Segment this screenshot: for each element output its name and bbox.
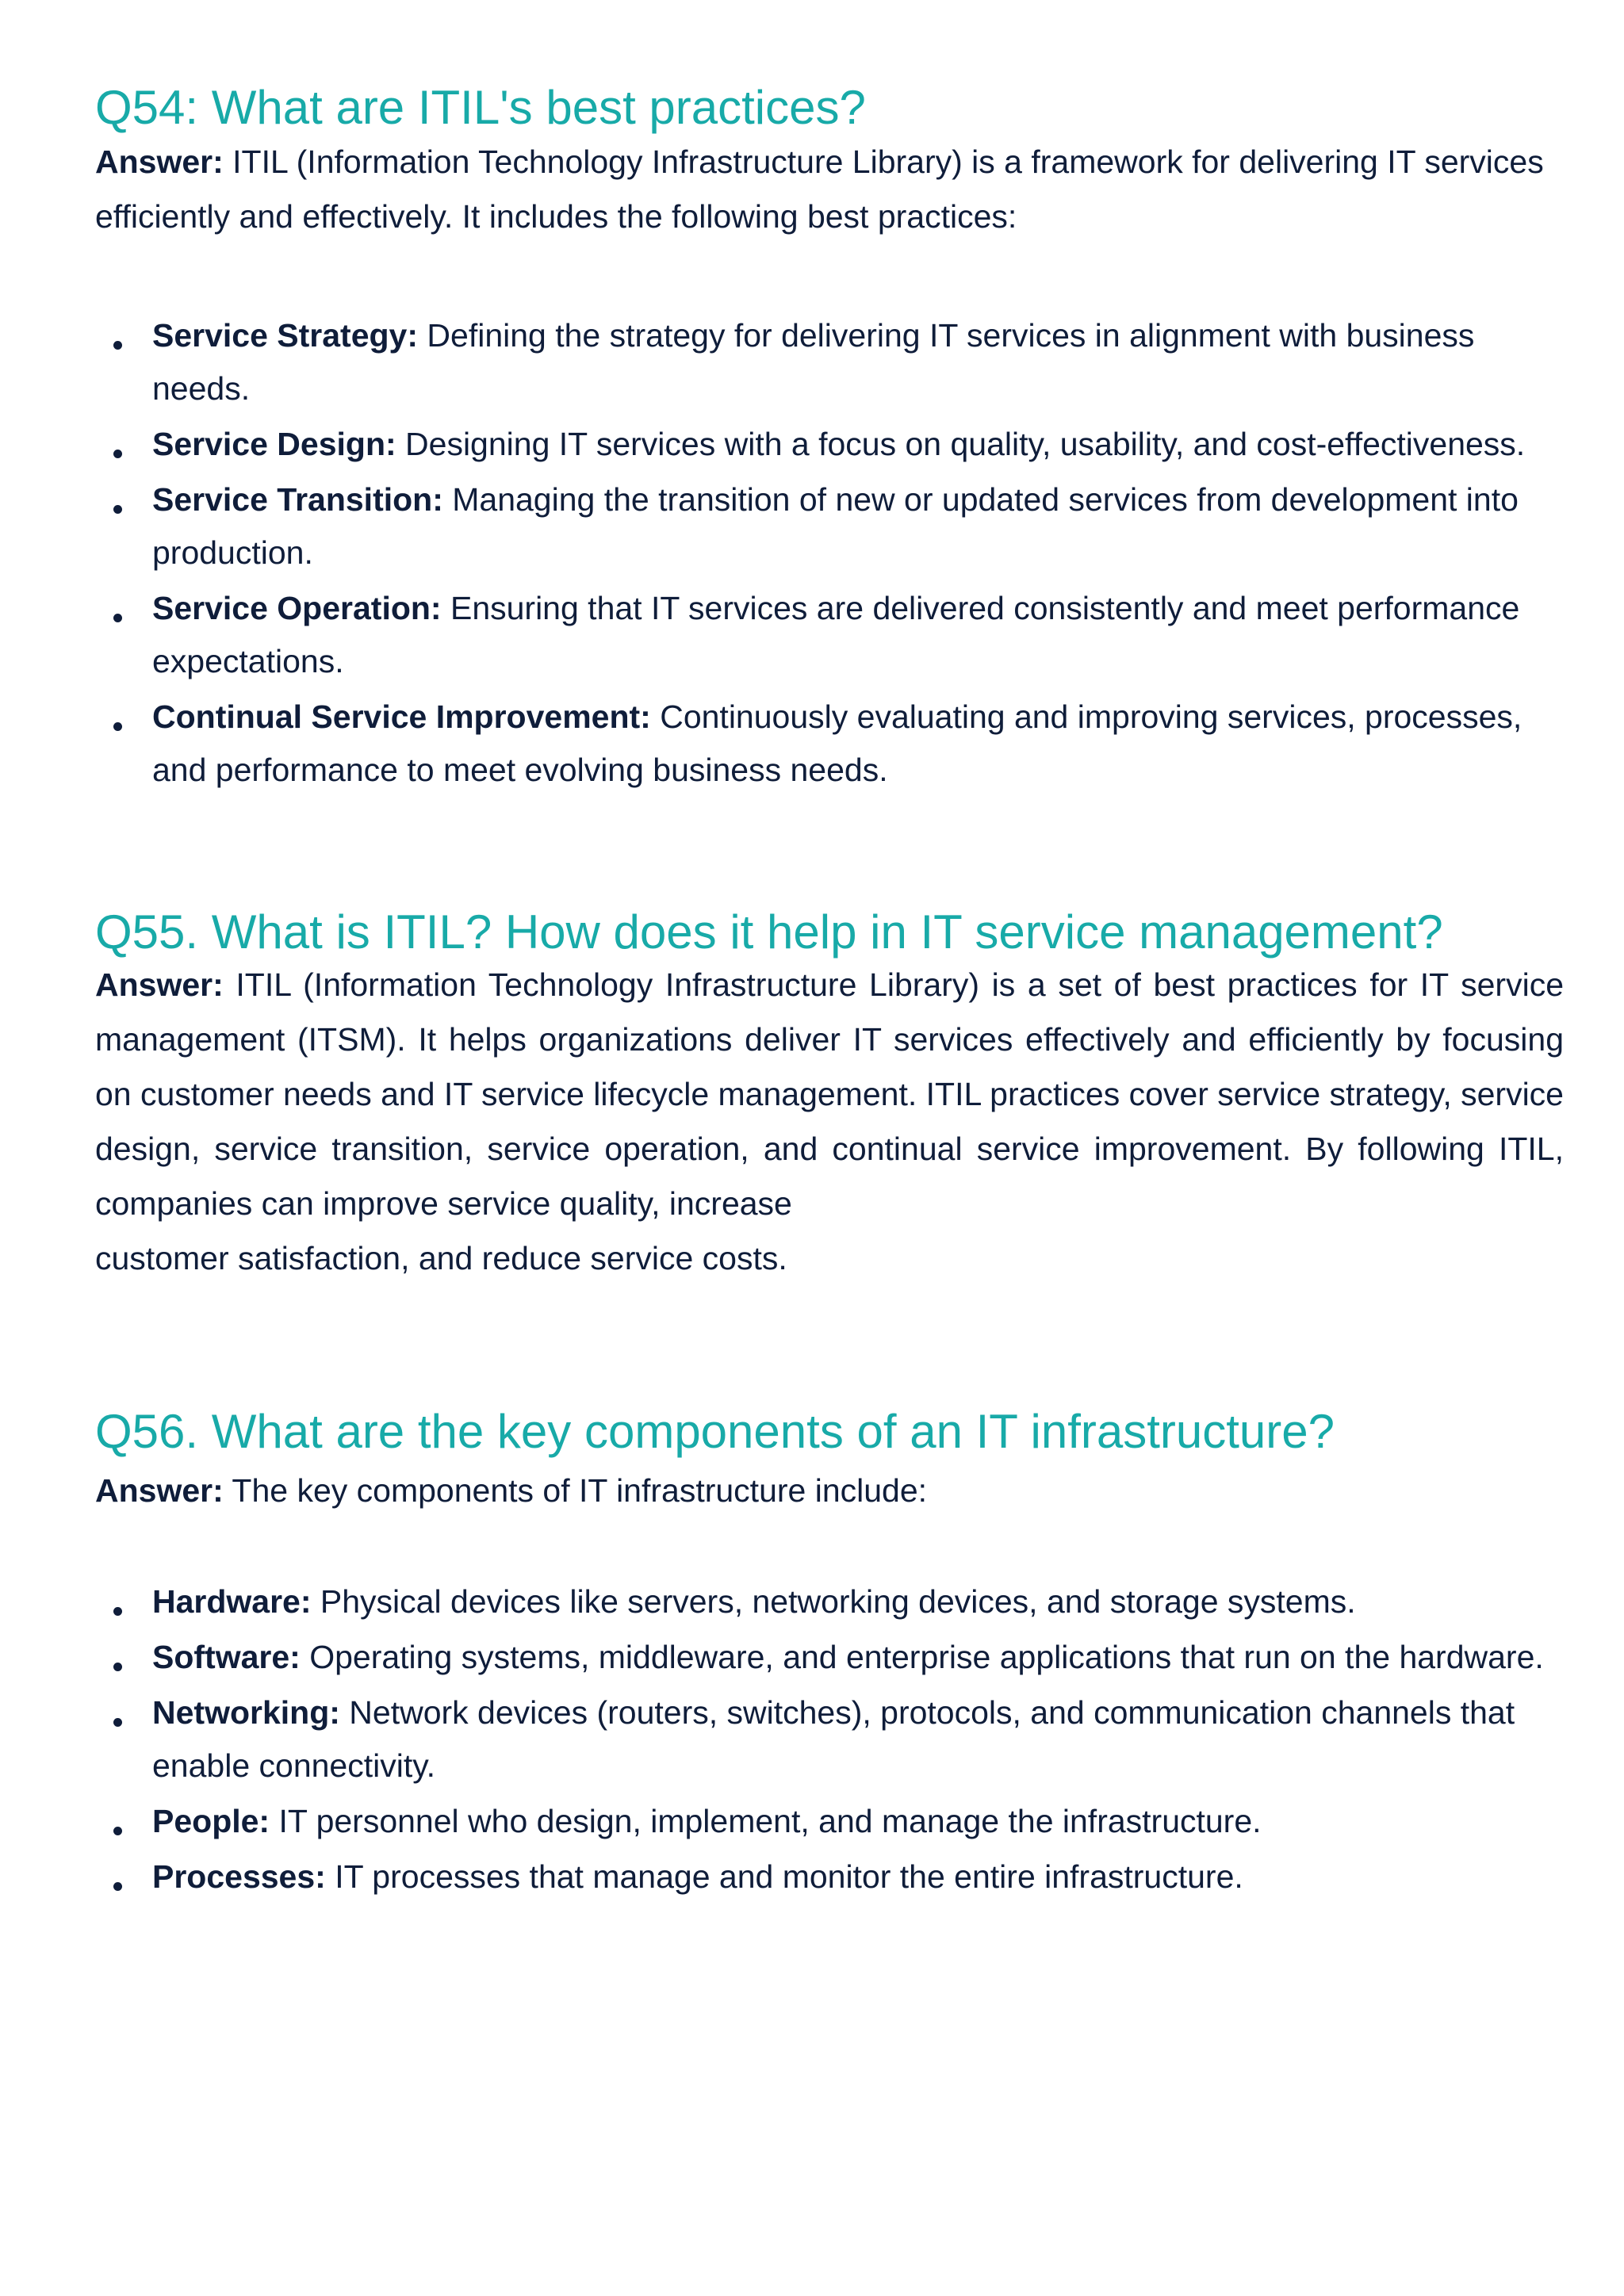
- question-55-answer-continued: customer satisfaction, and reduce service costs.: [95, 1240, 787, 1276]
- answer-label: Answer:: [95, 144, 224, 180]
- bullet-icon: [113, 1607, 122, 1616]
- question-56: [95, 1403, 1564, 1906]
- item-term: Service Operation:: [152, 590, 442, 626]
- item-term: Software:: [152, 1639, 301, 1675]
- list-item: [95, 1686, 1564, 1793]
- item-term: Hardware:: [152, 1583, 312, 1620]
- item-text: Defining the strategy for delivering IT services in alignment with business needs.: [152, 317, 1475, 407]
- item-text: Managing the transition of new or updated services from development into production.: [152, 481, 1519, 571]
- question-54-answer: [95, 135, 1564, 244]
- question-54: [95, 79, 1564, 799]
- item-term: Service Transition:: [152, 481, 443, 518]
- question-54-title: Q54: What are ITIL's best practices?: [95, 81, 866, 134]
- list-item: [95, 582, 1564, 688]
- item-text: Continuously evaluating and improving services, processes, and performance to meet evolving business needs.: [152, 698, 1522, 788]
- bullet-icon: [113, 1663, 122, 1671]
- item-term: Networking:: [152, 1694, 340, 1731]
- infrastructure-components-list: [95, 1575, 1564, 1904]
- list-item: [95, 1575, 1564, 1628]
- item-text: IT personnel who design, implement, and manage the infrastructure.: [270, 1803, 1262, 1839]
- bullet-icon: [113, 341, 122, 350]
- item-term: Continual Service Improvement:: [152, 698, 651, 735]
- item-term: People:: [152, 1803, 270, 1839]
- list-item: [95, 418, 1564, 471]
- bullet-icon: [113, 614, 122, 622]
- list-item: [95, 309, 1564, 415]
- bullet-icon: [113, 1882, 122, 1891]
- question-56-answer: [95, 1464, 1564, 1518]
- question-56-title: Q56. What are the key components of an IT infrastructure?: [95, 1405, 1335, 1458]
- item-text: Network devices (routers, switches), protocols, and communication channels that enable connectivity.: [152, 1694, 1515, 1784]
- question-55-title: Q55. What is ITIL? How does it help in IT service management?: [95, 905, 1443, 959]
- answer-label: Answer:: [95, 966, 224, 1003]
- bullet-icon: [113, 1718, 122, 1727]
- bullet-icon: [113, 722, 122, 731]
- list-item: [95, 1631, 1564, 1684]
- item-term: Service Strategy:: [152, 317, 419, 354]
- list-item: [95, 1850, 1564, 1904]
- answer-label: Answer:: [95, 1472, 224, 1509]
- item-text: IT processes that manage and monitor the entire infrastructure.: [325, 1858, 1243, 1895]
- item-text: Ensuring that IT services are delivered consistently and meet performance expectations.: [152, 590, 1520, 679]
- item-text: Designing IT services with a focus on quality, usability, and cost-effectiveness.: [396, 426, 1526, 462]
- item-text: Physical devices like servers, networking devices, and storage systems.: [311, 1583, 1356, 1620]
- item-text: Operating systems, middleware, and enterprise applications that run on the hardware.: [300, 1639, 1544, 1675]
- bullet-icon: [113, 1827, 122, 1835]
- list-item: [95, 691, 1564, 797]
- bullet-icon: [113, 505, 122, 514]
- answer-text: ITIL (Information Technology Infrastructure Library) is a framework for delivering IT services efficiently and effectively. It includes the following best practices:: [95, 144, 1544, 235]
- list-item: [95, 1795, 1564, 1848]
- item-term: Service Design:: [152, 426, 396, 462]
- answer-text: ITIL (Information Technology Infrastructure Library) is a set of best practices for IT service management (ITSM). It helps organizations deliver IT services effectively and efficiently by focusing on customer needs and IT service lifecycle management. ITIL practices cover service strategy, service design, service transition, service operation, and continual service improvement. By following ITIL, companies can improve service quality, increase: [95, 966, 1564, 1222]
- best-practices-list: [95, 309, 1564, 797]
- question-55-answer: [95, 958, 1564, 1231]
- list-item: [95, 473, 1564, 580]
- answer-text: The key components of IT infrastructure include:: [223, 1472, 928, 1509]
- bullet-icon: [113, 450, 122, 458]
- item-term: Processes:: [152, 1858, 326, 1895]
- question-55: [95, 904, 1564, 1286]
